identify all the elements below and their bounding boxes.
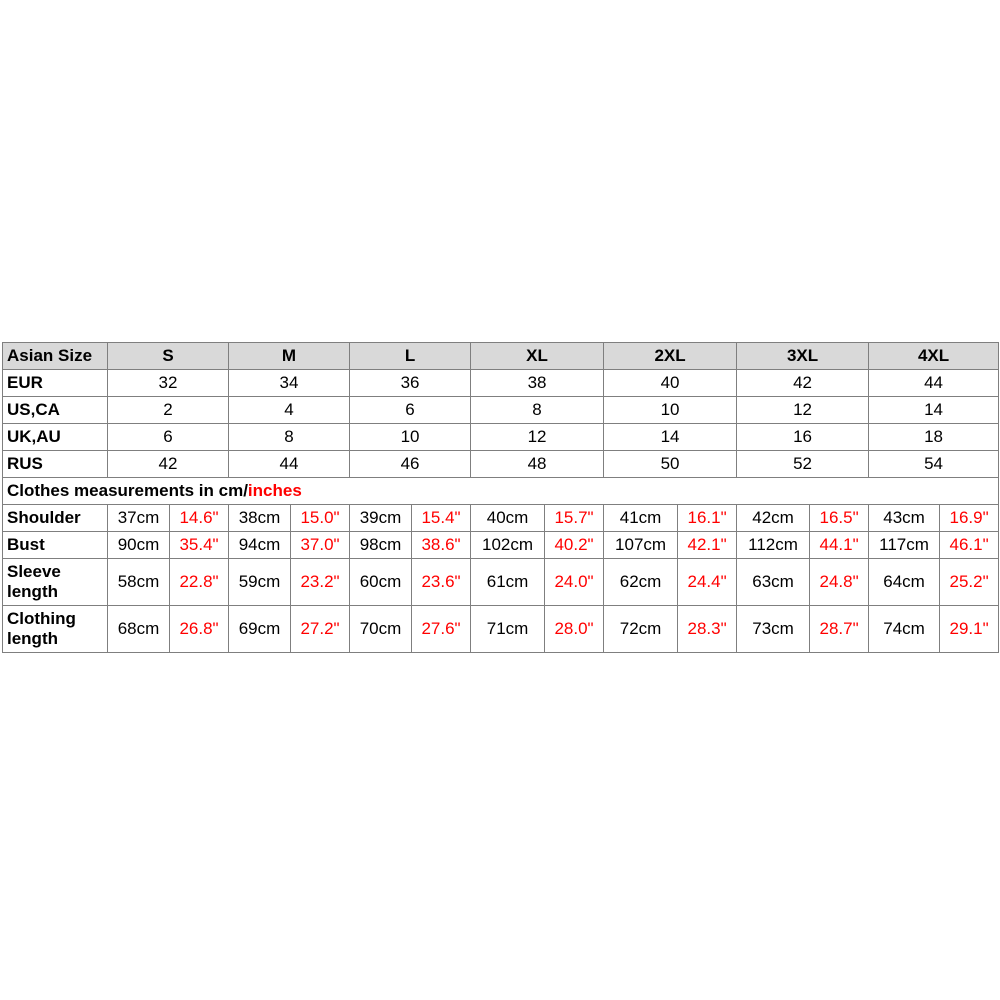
table-cell: 36 xyxy=(350,370,471,397)
row-label-line2: length xyxy=(7,629,58,648)
row-label: RUS xyxy=(3,451,108,478)
asian-size-label: Asian Size xyxy=(3,343,108,370)
table-cell: 10 xyxy=(350,424,471,451)
cm-cell: 74cm xyxy=(869,606,940,653)
measurement-row-bust xyxy=(3,532,999,559)
measurement-row-clothing-length xyxy=(3,606,999,653)
table-cell: 14 xyxy=(604,424,737,451)
inch-cell: 22.8" xyxy=(170,559,229,606)
size-2xl-header: 2XL xyxy=(604,343,737,370)
inch-cell: 24.8" xyxy=(810,559,869,606)
cm-cell: 98cm xyxy=(350,532,412,559)
row-label: Shoulder xyxy=(3,505,108,532)
measurements-title xyxy=(3,478,999,505)
inch-cell: 37.0" xyxy=(291,532,350,559)
table-cell: 44 xyxy=(229,451,350,478)
table-cell: 8 xyxy=(229,424,350,451)
cm-cell: 73cm xyxy=(737,606,810,653)
row-label: US,CA xyxy=(3,397,108,424)
inch-cell: 28.3" xyxy=(678,606,737,653)
row-label-line2: length xyxy=(7,582,58,601)
table-cell: 48 xyxy=(471,451,604,478)
table-cell: 6 xyxy=(108,424,229,451)
size-xl-header: XL xyxy=(471,343,604,370)
table-cell: 12 xyxy=(471,424,604,451)
table-cell: 42 xyxy=(737,370,869,397)
row-label-line1: Sleeve xyxy=(7,562,61,581)
row-label xyxy=(3,559,108,606)
inch-cell: 23.2" xyxy=(291,559,350,606)
inch-cell: 16.1" xyxy=(678,505,737,532)
inch-cell: 25.2" xyxy=(940,559,999,606)
inch-cell: 38.6" xyxy=(412,532,471,559)
cm-cell: 94cm xyxy=(229,532,291,559)
conversion-row-eur xyxy=(3,370,999,397)
cm-cell: 41cm xyxy=(604,505,678,532)
inch-cell: 44.1" xyxy=(810,532,869,559)
cm-cell: 112cm xyxy=(737,532,810,559)
row-label: UK,AU xyxy=(3,424,108,451)
table-cell: 52 xyxy=(737,451,869,478)
measurement-row-sleeve-length xyxy=(3,559,999,606)
table-cell: 54 xyxy=(869,451,999,478)
inch-cell: 35.4" xyxy=(170,532,229,559)
table-cell: 10 xyxy=(604,397,737,424)
inch-cell: 15.0" xyxy=(291,505,350,532)
table-cell: 38 xyxy=(471,370,604,397)
cm-cell: 58cm xyxy=(108,559,170,606)
table-cell: 44 xyxy=(869,370,999,397)
table-cell: 12 xyxy=(737,397,869,424)
size-s-header: S xyxy=(108,343,229,370)
conversion-row-rus xyxy=(3,451,999,478)
measurements-title-prefix: Clothes measurements in cm/ xyxy=(7,481,248,500)
inch-cell: 27.2" xyxy=(291,606,350,653)
cm-cell: 70cm xyxy=(350,606,412,653)
size-l-header: L xyxy=(350,343,471,370)
cm-cell: 69cm xyxy=(229,606,291,653)
table-cell: 8 xyxy=(471,397,604,424)
cm-cell: 102cm xyxy=(471,532,545,559)
row-label xyxy=(3,606,108,653)
cm-cell: 38cm xyxy=(229,505,291,532)
row-label: Bust xyxy=(3,532,108,559)
inch-cell: 40.2" xyxy=(545,532,604,559)
inch-cell: 27.6" xyxy=(412,606,471,653)
table-cell: 14 xyxy=(869,397,999,424)
cm-cell: 62cm xyxy=(604,559,678,606)
cm-cell: 60cm xyxy=(350,559,412,606)
table-cell: 6 xyxy=(350,397,471,424)
cm-cell: 72cm xyxy=(604,606,678,653)
cm-cell: 37cm xyxy=(108,505,170,532)
table-cell: 32 xyxy=(108,370,229,397)
cm-cell: 39cm xyxy=(350,505,412,532)
inch-cell: 16.9" xyxy=(940,505,999,532)
table-cell: 46 xyxy=(350,451,471,478)
measurements-title-row xyxy=(3,478,999,505)
cm-cell: 59cm xyxy=(229,559,291,606)
table-cell: 40 xyxy=(604,370,737,397)
size-4xl-header: 4XL xyxy=(869,343,999,370)
cm-cell: 71cm xyxy=(471,606,545,653)
inch-cell: 46.1" xyxy=(940,532,999,559)
inch-cell: 24.4" xyxy=(678,559,737,606)
cm-cell: 117cm xyxy=(869,532,940,559)
inch-cell: 15.7" xyxy=(545,505,604,532)
cm-cell: 64cm xyxy=(869,559,940,606)
cm-cell: 107cm xyxy=(604,532,678,559)
table-cell: 18 xyxy=(869,424,999,451)
inch-cell: 15.4" xyxy=(412,505,471,532)
inch-cell: 28.0" xyxy=(545,606,604,653)
conversion-row-uk-au xyxy=(3,424,999,451)
cm-cell: 68cm xyxy=(108,606,170,653)
measurement-row-shoulder xyxy=(3,505,999,532)
cm-cell: 42cm xyxy=(737,505,810,532)
cm-cell: 43cm xyxy=(869,505,940,532)
inch-cell: 14.6" xyxy=(170,505,229,532)
row-label-line1: Clothing xyxy=(7,609,76,628)
size-m-header: M xyxy=(229,343,350,370)
row-label: EUR xyxy=(3,370,108,397)
table-cell: 42 xyxy=(108,451,229,478)
table-cell: 34 xyxy=(229,370,350,397)
inch-cell: 42.1" xyxy=(678,532,737,559)
cm-cell: 90cm xyxy=(108,532,170,559)
cm-cell: 40cm xyxy=(471,505,545,532)
table-cell: 4 xyxy=(229,397,350,424)
table-cell: 2 xyxy=(108,397,229,424)
conversion-row-us-ca xyxy=(3,397,999,424)
table-cell: 16 xyxy=(737,424,869,451)
table-cell: 50 xyxy=(604,451,737,478)
size-3xl-header: 3XL xyxy=(737,343,869,370)
measurements-title-inches: inches xyxy=(247,481,302,500)
inch-cell: 26.8" xyxy=(170,606,229,653)
size-header-row xyxy=(3,343,999,370)
inch-cell: 29.1" xyxy=(940,606,999,653)
inch-cell: 24.0" xyxy=(545,559,604,606)
cm-cell: 63cm xyxy=(737,559,810,606)
inch-cell: 23.6" xyxy=(412,559,471,606)
cm-cell: 61cm xyxy=(471,559,545,606)
inch-cell: 28.7" xyxy=(810,606,869,653)
size-chart-table xyxy=(2,342,999,653)
inch-cell: 16.5" xyxy=(810,505,869,532)
